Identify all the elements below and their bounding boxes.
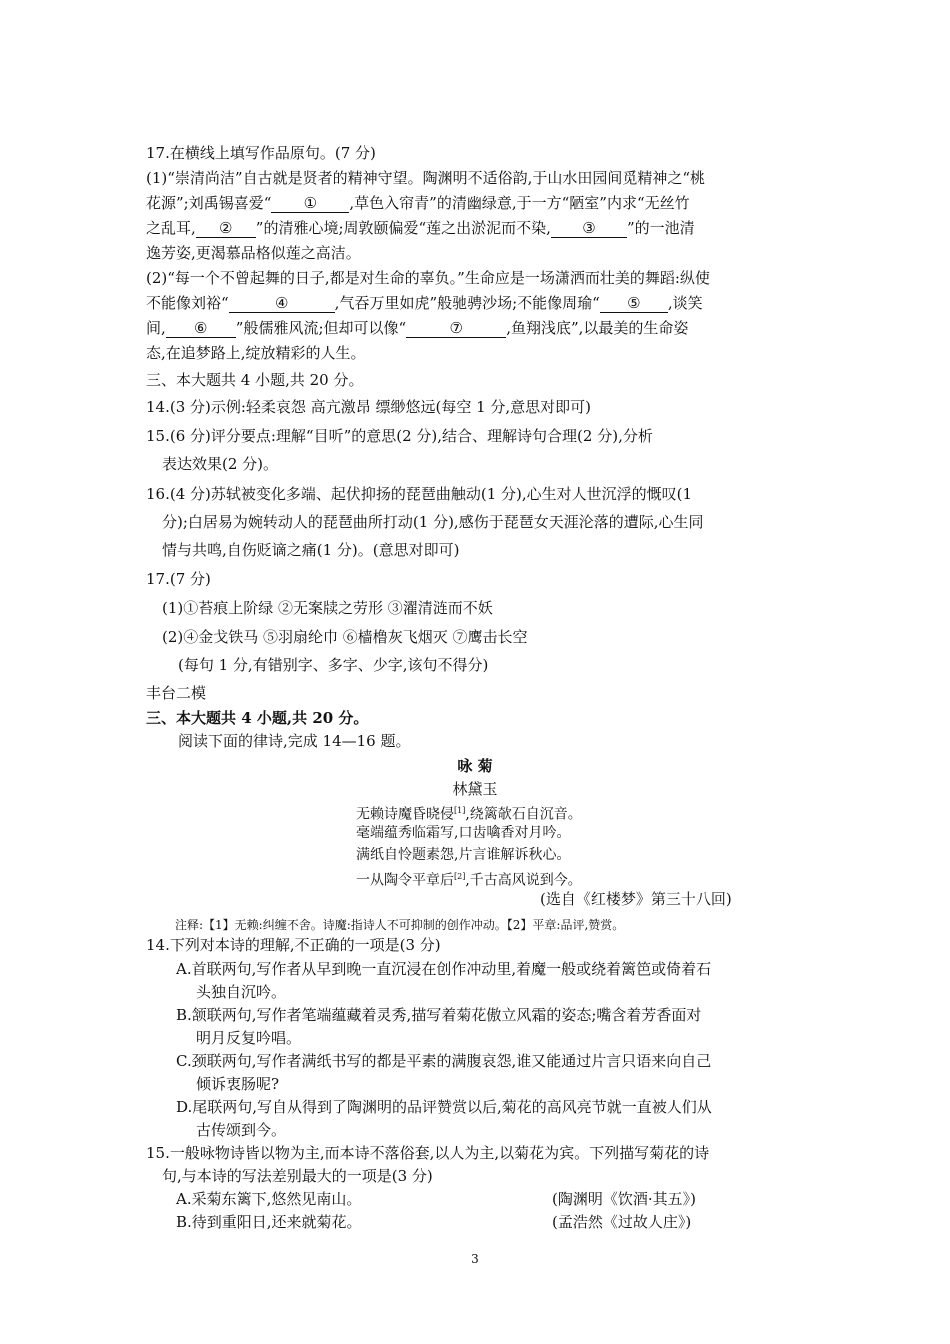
answer-16-line1: 16.(4 分)苏轼被变化多端、起伏抑扬的琵琶曲触动(1 分),心生对人世沉浮的慨叹(1 — [146, 485, 693, 503]
section-3-heading: 三、本大题共 4 小题,共 20 分。 — [146, 709, 369, 727]
answer-15-line1: 15.(6 分)评分要点:理解“目听”的意思(2 分),结合、理解诗句合理(2 分),分析 — [146, 427, 653, 445]
q15-option-b-source: (孟浩然《过故人庄》) — [552, 1213, 692, 1231]
text: 一从陶令平章后 — [356, 872, 454, 889]
footnote-ref-1: [1] — [454, 806, 466, 815]
text: 不能像刘裕“ — [146, 294, 229, 312]
text: ”般儒雅风流;但却可以像“ — [235, 319, 407, 337]
text: 间, — [146, 319, 166, 337]
blank-3[interactable]: ③ — [551, 220, 627, 238]
poem-line-4 — [356, 867, 582, 891]
q17-p1-line3 — [146, 218, 695, 238]
blank-1[interactable]: ① — [271, 195, 349, 213]
text: 之乱耳, — [146, 219, 196, 237]
q14-option-c-line2: 倾诉衷肠呢? — [196, 1075, 280, 1093]
q14-option-b-line2: 明月反复吟唱。 — [196, 1029, 302, 1047]
text: ,谈笑 — [667, 294, 703, 312]
answer-15-line2: 表达效果(2 分)。 — [162, 455, 279, 473]
q14-option-b-line1: B.颔联两句,写作者笔端蕴藏着灵秀,描写着菊花傲立风霜的姿态;嘴含着芳香面对 — [176, 1006, 702, 1024]
answer-17-note: (每句 1 分,有错别字、多字、少字,该句不得分) — [178, 656, 489, 674]
text: ,草色入帘青”的清幽绿意,于一方“陋室”内求“无丝竹 — [349, 194, 690, 212]
poem-line-3: 满纸自怜题素怨,片言谁解诉秋心。 — [356, 847, 571, 863]
reading-instruction: 阅读下面的律诗,完成 14—16 题。 — [178, 732, 411, 750]
q15-stem-line1: 15.一般咏物诗皆以物为主,而本诗不落俗套,以人为主,以菊花为宾。下列描写菊花的诗 — [146, 1144, 710, 1162]
text: ”的一池清 — [626, 219, 695, 237]
blank-2[interactable]: ② — [196, 220, 256, 238]
q14-option-a-line1: A.首联两句,写作者从早到晚一直沉浸在创作冲动里,着魔一般或绕着篱笆或倚着石 — [176, 960, 712, 978]
poem-line-1 — [356, 801, 582, 825]
answer-16-line3: 情与共鸣,自伤贬谪之痛(1 分)。(意思对即可) — [162, 541, 460, 559]
answer-17: 17.(7 分) — [146, 570, 211, 588]
q17-title: 17.在横线上填写作品原句。(7 分) — [146, 144, 376, 162]
answer-section-heading: 三、本大题共 4 小题,共 20 分。 — [146, 371, 364, 389]
poem-author: 林黛玉 — [452, 780, 498, 798]
text: 无赖诗魔昏晓侵 — [356, 806, 454, 823]
q15-option-a: A.采菊东篱下,悠然见南山。 — [176, 1190, 362, 1208]
q17-p2-line3 — [146, 318, 688, 338]
blank-5[interactable]: ⑤ — [600, 295, 668, 313]
text: ,绕篱欹石自沉音。 — [465, 806, 582, 823]
q17-p2-line4: 态,在追梦路上,绽放精彩的人生。 — [146, 344, 366, 362]
q17-p2-line2 — [146, 293, 703, 313]
poem-notes: 注释:【1】无赖:纠缠不舍。诗魔:指诗人不可抑制的创作冲动。【2】平章:品评,赞赏。 — [175, 918, 625, 932]
blank-4[interactable]: ④ — [229, 295, 335, 313]
answer-14: 14.(3 分)示例:轻柔哀怨 高亢激昂 缥缈悠远(每空 1 分,意思对即可) — [146, 398, 592, 416]
q15-option-a-source: (陶渊明《饮酒·其五》) — [552, 1190, 696, 1208]
q14-stem: 14.下列对本诗的理解,不正确的一项是(3 分) — [146, 936, 441, 954]
q14-option-c-line1: C.颈联两句,写作者满纸书写的都是平素的满腹哀怨,谁又能通过片言只语来向自己 — [176, 1052, 712, 1070]
blank-6[interactable]: ⑥ — [166, 320, 236, 338]
poem-title: 咏 菊 — [457, 757, 493, 775]
answer-17-part2: (2)④金戈铁马 ⑤羽扇纶巾 ⑥樯橹灰飞烟灭 ⑦鹰击长空 — [162, 628, 528, 646]
q15-option-b: B.待到重阳日,还来就菊花。 — [176, 1213, 362, 1231]
q14-option-a-line2: 头独自沉吟。 — [196, 983, 287, 1001]
text: ,千古高风说到今。 — [465, 872, 582, 889]
fengtai-heading: 丰台二模 — [146, 684, 207, 702]
poem-line-2: 毫端蕴秀临霜写,口齿噙香对月吟。 — [356, 825, 571, 841]
text: 花源”;刘禹锡喜爱“ — [146, 194, 272, 212]
page-number: 3 — [471, 1252, 479, 1266]
blank-7[interactable]: ⑦ — [406, 320, 506, 338]
text: ”的清雅心境;周敦颐偏爱“莲之出淤泥而不染, — [255, 219, 551, 237]
q17-p1-line1: (1)“崇清尚洁”自古就是贤者的精神守望。陶渊明不适俗韵,于山水田园间觅精神之“桃 — [146, 169, 706, 187]
text: ,气吞万里如虎”般驰骋沙场;不能像周瑜“ — [334, 294, 600, 312]
q14-option-d-line1: D.尾联两句,写自从得到了陶渊明的品评赞赏以后,菊花的高风亮节就一直被人们从 — [176, 1098, 712, 1116]
q17-p1-line4: 逸芳姿,更渴慕品格似莲之高洁。 — [146, 244, 361, 262]
answer-16-line2: 分);白居易为婉转动人的琵琶曲所打动(1 分),感伤于琵琶女天涯沦落的遭际,心生同 — [162, 513, 704, 531]
q15-stem-line2: 句,与本诗的写法差别最大的一项是(3 分) — [162, 1167, 433, 1185]
text: ,鱼翔浅底”,以最美的生命姿 — [506, 319, 689, 337]
q17-p1-line2 — [146, 193, 690, 213]
footnote-ref-2: [2] — [454, 872, 466, 881]
q17-p2-line1: (2)“每一个不曾起舞的日子,都是对生命的辜负。”生命应是一场潇洒而壮美的舞蹈:纵使 — [146, 269, 710, 287]
answer-17-part1: (1)①苔痕上阶绿 ②无案牍之劳形 ③濯清涟而不妖 — [162, 599, 493, 617]
q14-option-d-line2: 古传颂到今。 — [196, 1121, 287, 1139]
poem-source: (选自《红楼梦》第三十八回) — [540, 890, 732, 908]
